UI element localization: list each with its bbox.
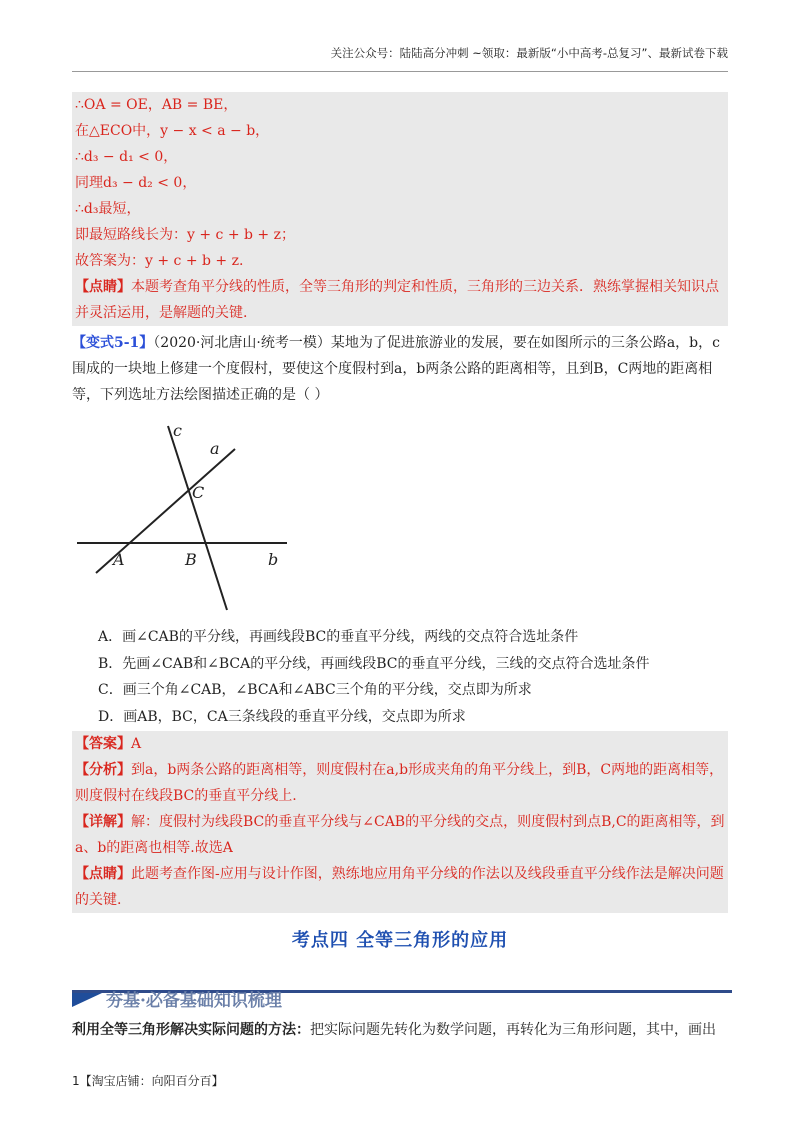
answer-line: [72, 731, 728, 757]
option-a: A．画∠CAB的平分线，再画线段BC的垂直平分线，两线的交点符合选址条件: [98, 629, 579, 645]
solution-line: 同理d₃ − d₂ < 0，: [75, 175, 197, 191]
method-paragraph: [72, 1018, 732, 1042]
solution-line: 即最短路线长为：y + c + b + z；: [75, 227, 295, 243]
label-point-B: B: [185, 550, 197, 569]
comment-text: 本题考查角平分线的性质，全等三角形的判定和性质，三角形的三边关系．熟练掌握相关知识点并灵活运用，是解题的关键.: [75, 279, 719, 321]
option-c: C．画三个角∠CAB，∠BCA和∠ABC三个角的平分线，交点即为所求: [98, 682, 532, 699]
question-text: （2020·河北唐山·统考一模）某地为了促进旅游业的发展，要在如图所示的三条公路a，b，c围成的一块地上修建一个度假村，要使这个度假村到a，b两条公路的距离相等，且到B，C两地的距离相等，下列选址方法绘图描述正确的是（ ）: [72, 335, 720, 403]
question-tag: 【变式5-1】: [72, 335, 154, 351]
label-c: c: [173, 421, 182, 440]
label-point-C: C: [192, 483, 205, 502]
section-title: 考点四 全等三角形的应用: [291, 930, 509, 951]
banner-marker-icon: [72, 993, 102, 1007]
option-d: D．画AB，BC，CA三条线段的垂直平分线，交点即为所求: [98, 709, 466, 726]
question-block: [72, 330, 728, 408]
detail-tag: 【详解】: [75, 814, 131, 830]
label-b: b: [268, 550, 279, 569]
solution-line: 在△ECO中，y − x < a − b，: [75, 123, 270, 139]
detail: [72, 809, 728, 861]
answer-options: [98, 624, 650, 731]
comment-text: 此题考查作图-应用与设计作图，熟练地应用角平分线的作法以及线段垂直平分线作法是解决问题的关键.: [75, 866, 724, 908]
solution-comment: [72, 274, 728, 326]
comment-tag: 【点睛】: [75, 866, 131, 882]
option-b: B．先画∠CAB和∠BCA的平分线，再画线段BC的垂直平分线，三线的交点符合选址条件: [98, 655, 650, 672]
page-header: 关注公众号：陆陆高分冲刺 ~领取：最新版“小中高考-总复习”、最新试卷下载: [330, 46, 728, 60]
analysis-text: 到a，b两条公路的距离相等，则度假村在a,b形成夹角的角平分线上，到B，C两地的距离相等，则度假村在线段BC的垂直平分线上.: [75, 762, 724, 804]
analysis-tag: 【分析】: [75, 762, 131, 778]
analysis: [72, 757, 728, 809]
section-banner: [72, 986, 732, 1014]
geometry-figure: [72, 418, 312, 622]
solution-line: 故答案为：y + c + b + z.: [75, 253, 244, 269]
answer-tag: 【答案】: [75, 736, 131, 752]
solution-box: [72, 92, 728, 326]
header-divider: [72, 71, 728, 72]
label-a: a: [210, 439, 220, 458]
method-text: 把实际问题先转化为数学问题，再转化为三角形问题，其中，画出: [310, 1022, 716, 1038]
comment-tag: 【点睛】: [75, 279, 131, 295]
answer-comment: [72, 861, 728, 913]
detail-text: 解：度假村为线段BC的垂直平分线与∠CAB的平分线的交点，则度假村到点B,C的距离相等，到a、b的距离也相等.故选A: [75, 814, 725, 856]
banner-label: 夯基·必备基础知识梳理: [106, 991, 282, 1011]
answer-value: A: [131, 736, 142, 752]
method-label: 利用全等三角形解决实际问题的方法：: [72, 1022, 310, 1038]
label-point-A: A: [113, 550, 125, 569]
road-diagram: [72, 418, 312, 618]
solution-line: ∴d₃ − d₁ < 0，: [75, 149, 178, 165]
solution-line: ∴OA = OE，AB = BE，: [75, 97, 238, 113]
solution-line: ∴d₃最短，: [75, 201, 141, 217]
answer-box: [72, 731, 728, 913]
page-footer: 1【淘宝店铺：向阳百分百】: [72, 1074, 224, 1088]
